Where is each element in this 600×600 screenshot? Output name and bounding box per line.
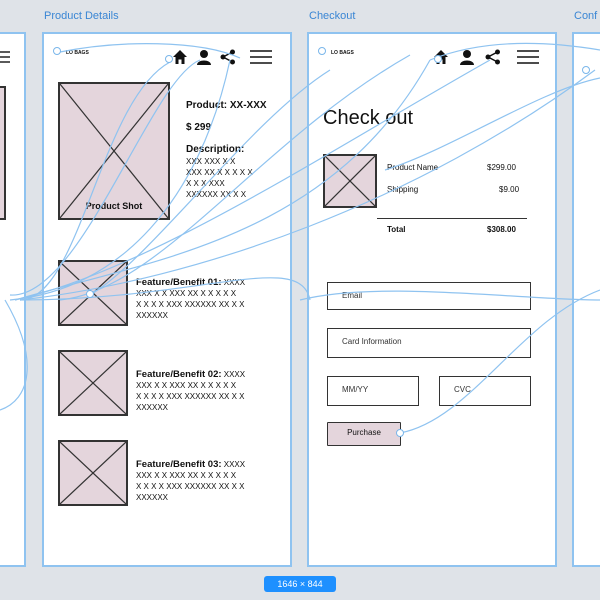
order-item-image-placeholder — [323, 154, 377, 208]
connection-node[interactable] — [53, 47, 61, 55]
feature-1-text — [136, 266, 245, 332]
share-icon[interactable] — [485, 49, 501, 65]
description-title: Description: — [186, 144, 245, 155]
order-row-label: Product Name — [387, 163, 439, 172]
product-shot-placeholder — [58, 82, 170, 220]
product-name: Product: XX-XXX — [186, 100, 267, 111]
product-price: $ 299 — [186, 122, 212, 133]
feature-3-body: XXX X X XXX XX X X X X X X X X X XXX XXXXXX XX X X XXXXXX — [136, 471, 245, 502]
frame-previous[interactable] — [0, 32, 26, 567]
brand-logo-text: LO BAGS — [331, 50, 354, 56]
feature-3-title: Feature/Benefit 03: — [136, 459, 222, 470]
order-row-value: $299.00 — [487, 163, 516, 172]
image-placeholder — [0, 86, 6, 220]
connection-node[interactable] — [318, 47, 326, 55]
feature-1-body: XXX X X XXX XX X X X X X X X X X XXX XXXXXX XX X X XXXXXX — [136, 289, 245, 320]
feature-3-text — [136, 448, 245, 514]
checkout-title: Check out — [323, 107, 414, 129]
email-field[interactable]: Email — [327, 282, 531, 310]
total-value: $308.00 — [487, 225, 516, 234]
feature-2-title-suffix: XXXX — [221, 370, 246, 379]
feature-1-title-suffix: XXXX — [221, 278, 246, 287]
feature-image-placeholder — [58, 350, 128, 416]
connection-node[interactable] — [86, 290, 94, 298]
feature-2-body: XXX X X XXX XX X X X X X X X X X XXX XXXXXX XX X X XXXXXX — [136, 381, 245, 412]
menu-icon — [0, 50, 10, 64]
frame-confirmation[interactable] — [572, 32, 600, 567]
order-row-label: Shipping — [387, 185, 419, 194]
feature-3-title-suffix: XXXX — [221, 460, 246, 469]
description-body: XXX XXX X X XXX XX X X X X X X X X XXX XXXXXX XX X X — [186, 157, 253, 199]
canvas-size-badge: 1646 × 844 — [264, 576, 336, 592]
frame-checkout[interactable] — [307, 32, 557, 567]
connection-node[interactable] — [582, 66, 590, 74]
feature-2-text — [136, 358, 245, 424]
connection-node[interactable] — [165, 55, 173, 63]
feature-image-placeholder — [58, 440, 128, 506]
order-row-value: $9.00 — [499, 185, 520, 194]
connection-node[interactable] — [434, 55, 442, 63]
frame-product-details[interactable] — [42, 32, 292, 567]
total-label: Total — [387, 225, 406, 234]
user-icon[interactable] — [196, 49, 212, 65]
frame-label-confirmation: Conf — [574, 10, 598, 22]
brand-logo-text: LO BAGS — [66, 50, 89, 56]
frame-label-product-details: Product Details — [44, 10, 119, 22]
feature-1-title: Feature/Benefit 01: — [136, 277, 222, 288]
expiry-field[interactable]: MM/YY — [327, 376, 419, 406]
menu-icon[interactable] — [517, 49, 539, 65]
menu-icon[interactable] — [250, 49, 272, 65]
frame-label-checkout: Checkout — [309, 10, 356, 22]
share-icon[interactable] — [220, 49, 236, 65]
user-icon[interactable] — [459, 49, 475, 65]
card-information-field[interactable]: Card Information — [327, 328, 531, 358]
purchase-button[interactable]: Purchase — [327, 422, 401, 446]
product-shot-label: Product Shot — [85, 201, 143, 211]
connection-node[interactable] — [396, 429, 404, 437]
total-divider — [377, 218, 527, 219]
home-icon[interactable] — [172, 49, 188, 65]
feature-2-title: Feature/Benefit 02: — [136, 369, 222, 380]
cvc-field[interactable]: CVC — [439, 376, 531, 406]
